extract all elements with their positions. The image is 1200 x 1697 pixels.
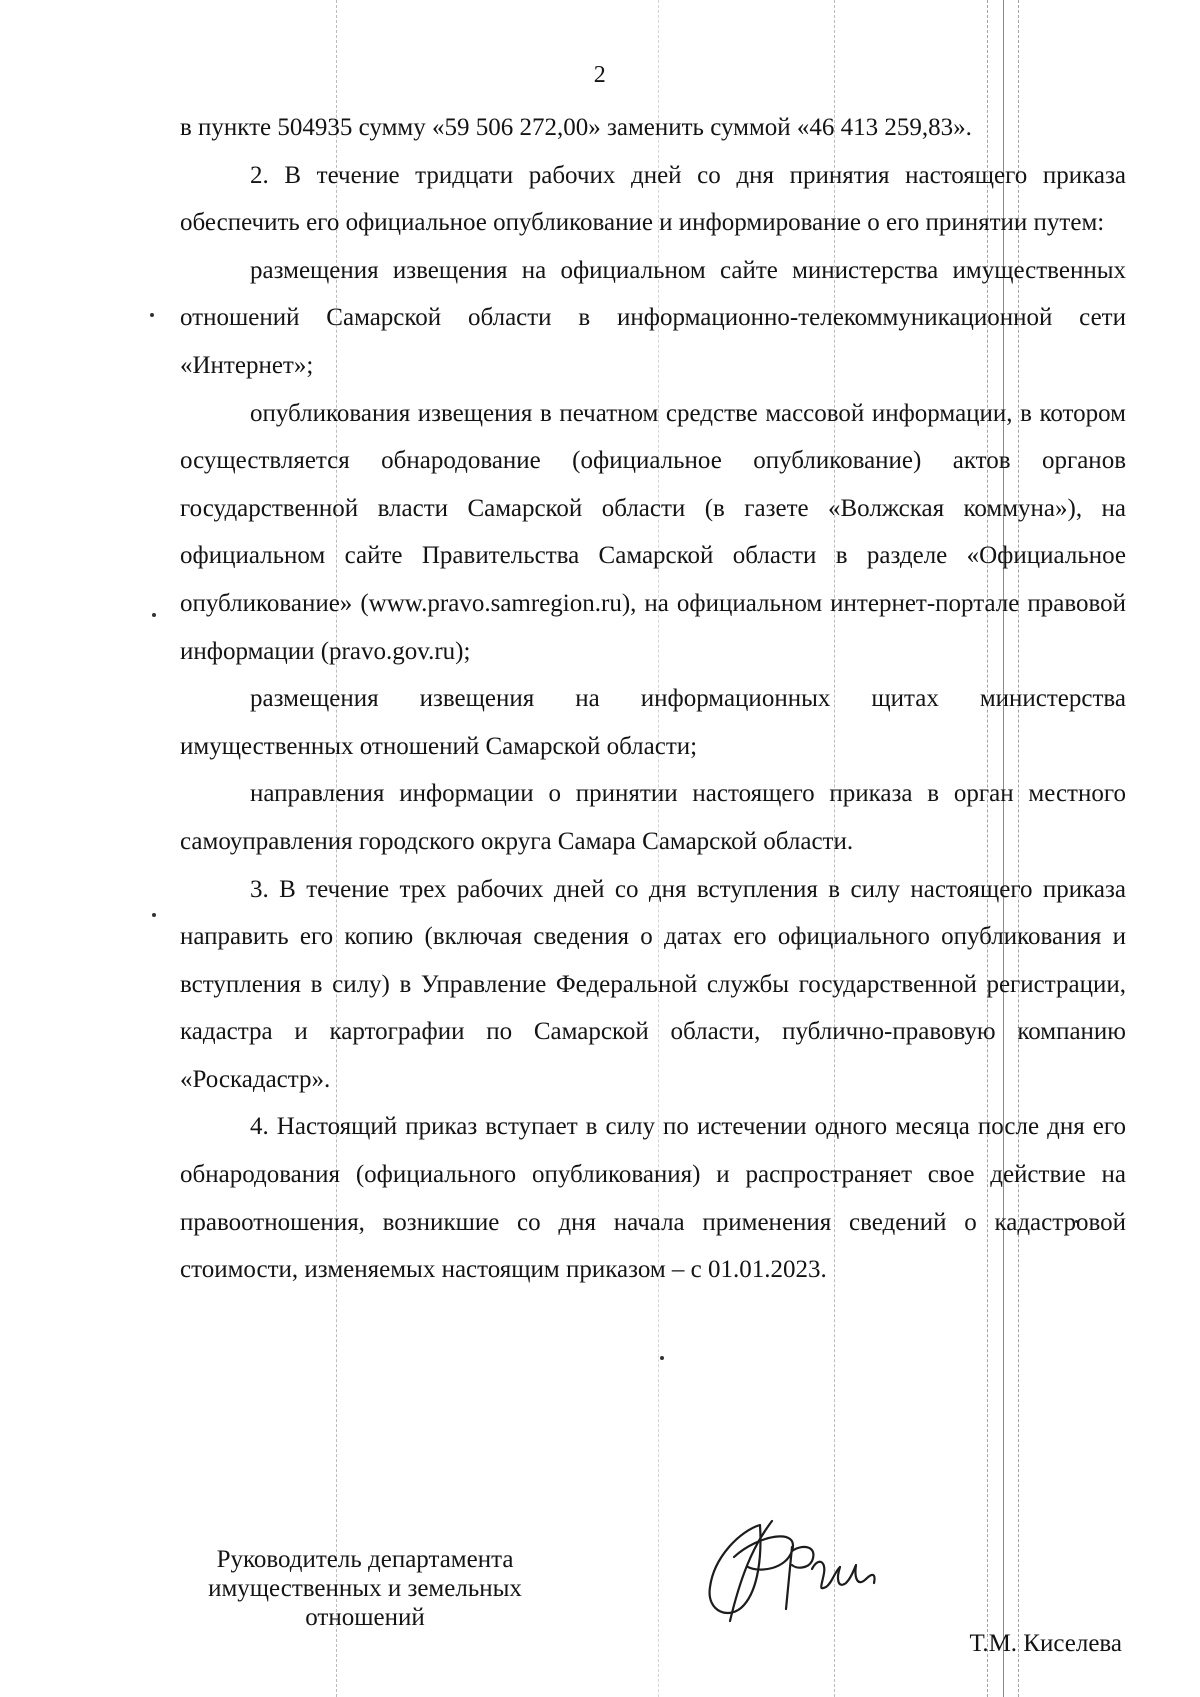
paragraph-registration-copy: 3. В течение трех рабочих дней со дня вступления в силу настоящего приказа направить его копию (включая сведения о датах его официального опубликования и вступления в силу) в Управление Федеральной службы государственной регистрации, кадастра и картографии по Самарской области, публично-правовую компанию «Роскадастр». <box>180 875 1126 1093</box>
page-number: 2 <box>593 62 607 88</box>
paragraph-print-publication: опубликования извещения в печатном средстве массовой информации, в котором осуществляется обнародование (официальное опубликование) актов органов государственной власти Самарской области (в газете «Волжская коммуна»), на официальном сайте Правительства Самарской области в разделе «Официальное опубликование» (www.pravo.samregion.ru), на официальном интернет-портале правовой информации (pravo.gov.ru); <box>180 399 1126 665</box>
paragraph-notice-boards: размещения извещения на информационных щитах министерства имущественных отношений Самарской области; <box>180 685 1126 760</box>
handwritten-signature <box>700 1517 910 1627</box>
signatory-role <box>180 1545 550 1632</box>
paragraph-website-posting: размещения извещения на официальном сайте министерства имущественных отношений Самарской области в информационно-телекоммуникационной сети «Интернет»; <box>180 256 1126 379</box>
paragraph-local-government: направления информации о принятии настоящего приказа в орган местного самоуправления городского округа Самара Самарской области. <box>180 780 1126 855</box>
scan-speck <box>152 613 156 617</box>
signatory-role-line: имущественных и земельных <box>208 1575 522 1602</box>
paragraph-publication-order: 2. В течение тридцати рабочих дней со дня принятия настоящего приказа обеспечить его официальное опубликование и информирование о его принятии путем: <box>180 161 1126 237</box>
signatory-role-line: отношений <box>305 1604 425 1631</box>
signatory-name: Т.М. Киселева <box>969 1630 1122 1657</box>
signature-block <box>180 1545 1126 1665</box>
document-body <box>180 104 1126 1294</box>
scan-speck <box>150 313 154 317</box>
scan-speck <box>660 1356 664 1360</box>
paragraph-entry-into-force: 4. Настоящий приказ вступает в силу по истечении одного месяца после дня его обнародования (официального опубликования) и распространяет свое действие на правоотношения, возникшие со дня начала применения сведений о кадастровой стоимости, изменяемых настоящим приказом – с 01.01.2023. <box>180 1113 1126 1284</box>
signatory-role-line: Руководитель департамента <box>216 1546 514 1573</box>
paragraph-amount-replacement: в пункте 504935 сумму «59 506 272,00» заменить суммой «46 413 259,83». <box>180 114 972 141</box>
scan-speck <box>152 913 156 917</box>
